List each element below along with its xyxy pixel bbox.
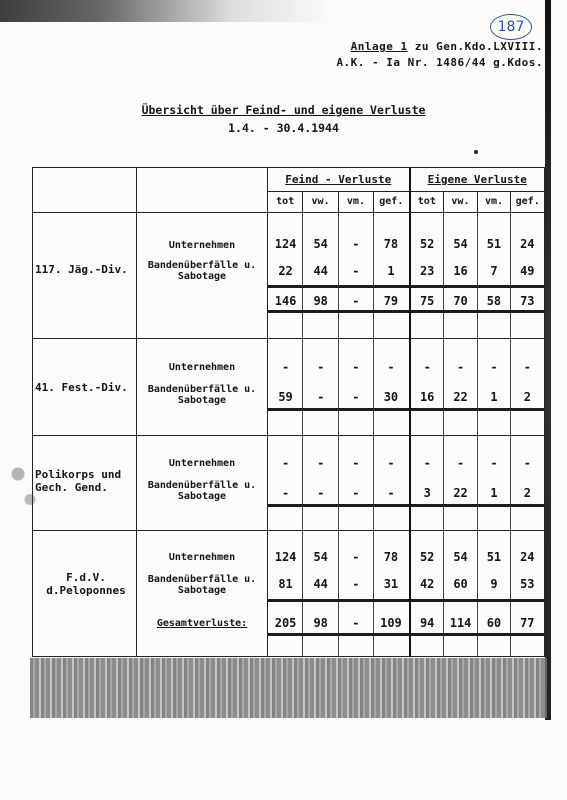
unit-name: 117. Jäg.-Div. <box>35 263 128 276</box>
header-enemy-title: Feind - Verluste <box>268 168 409 192</box>
category-cell <box>137 531 268 657</box>
header-row <box>33 168 545 213</box>
value: - <box>352 550 360 564</box>
value: 54 <box>313 550 328 564</box>
own-row-unternehmen <box>411 550 545 564</box>
own-values-cell <box>410 339 545 436</box>
column-rules <box>268 339 409 435</box>
page-number-stamp: 187 <box>490 14 532 40</box>
value: - <box>317 390 325 404</box>
category-bandenueberfaelle: Bandenüberfälle u. Sabotage <box>147 480 257 502</box>
value: 124 <box>274 237 297 251</box>
own-row-unternehmen <box>411 237 545 251</box>
value: - <box>352 390 360 404</box>
value: 54 <box>453 237 468 251</box>
value: 114 <box>449 616 472 630</box>
enemy-row-subtotal <box>268 294 409 308</box>
value: - <box>317 486 325 500</box>
unit-row-polikorps <box>33 436 545 531</box>
own-values-cell <box>410 436 545 531</box>
value: 2 <box>523 486 531 500</box>
value: 98 <box>313 616 328 630</box>
reference-annex-rest: zu Gen.Kdo.LXVIII. <box>407 40 543 53</box>
own-values-cell <box>410 531 545 657</box>
value: 31 <box>383 577 399 591</box>
subtotal-rule <box>268 310 409 313</box>
value: 3 <box>423 486 431 500</box>
value: 22 <box>278 264 293 278</box>
value: 7 <box>490 264 498 278</box>
value: - <box>490 456 498 470</box>
own-row-banden <box>411 577 545 591</box>
value: - <box>281 360 290 374</box>
value: 75 <box>419 294 435 308</box>
value: 16 <box>453 264 468 278</box>
enemy-row-banden <box>268 390 409 404</box>
col-enemy-tot: tot <box>276 196 295 207</box>
col-own-tot: tot <box>417 196 436 207</box>
value: - <box>352 577 360 591</box>
own-row-banden <box>411 486 545 500</box>
document-period: 1.4. - 30.4.1944 <box>228 121 339 135</box>
value: 24 <box>520 237 535 251</box>
value: 58 <box>486 294 502 308</box>
col-own-gef: gef. <box>510 192 544 212</box>
value: 44 <box>313 577 328 591</box>
scan-marks-left <box>6 440 46 525</box>
value: - <box>352 360 360 374</box>
unit-cell <box>33 436 137 531</box>
enemy-values-cell <box>268 531 410 657</box>
value: 109 <box>380 616 402 630</box>
value: - <box>352 456 360 470</box>
category-bandenueberfaelle: Bandenüberfälle u. Sabotage <box>147 384 257 406</box>
sum-rule <box>411 599 545 602</box>
value: 9 <box>490 577 498 591</box>
category-bandenueberfaelle: Bandenüberfälle u. Sabotage <box>147 574 257 596</box>
value: - <box>352 237 360 251</box>
enemy-row-banden <box>268 577 409 591</box>
unit-name: Polikorps und Gech. Gend. <box>35 468 122 494</box>
unit-cell <box>33 339 137 436</box>
unit-cell <box>33 531 137 657</box>
category-unternehmen: Unternehmen <box>168 552 236 563</box>
own-row-subtotal <box>411 294 545 308</box>
ink-dot <box>474 150 478 154</box>
value: 44 <box>313 264 328 278</box>
sum-rule <box>411 504 545 507</box>
value: - <box>456 456 465 470</box>
reference-annex-label: Anlage 1 <box>350 40 408 53</box>
category-unternehmen: Unternehmen <box>168 240 236 251</box>
document-title: Übersicht über Feind- und eigene Verluste <box>141 103 426 117</box>
scan-noise-bottom <box>30 658 550 718</box>
value: 81 <box>278 577 293 591</box>
enemy-row-unternehmen <box>268 360 409 374</box>
value: 73 <box>520 294 535 308</box>
total-label: Gesamtverluste: <box>156 618 248 629</box>
header-blank-category <box>137 168 268 213</box>
enemy-values-cell <box>268 436 410 531</box>
enemy-values-cell <box>268 339 410 436</box>
value: 70 <box>453 294 468 308</box>
losses-table <box>32 167 545 657</box>
sum-rule <box>268 408 409 411</box>
value: - <box>352 486 360 500</box>
scan-smudge-top <box>0 0 330 22</box>
value: - <box>490 360 498 374</box>
sum-rule <box>268 285 409 288</box>
value: - <box>352 616 360 630</box>
value: 22 <box>453 486 468 500</box>
value: 52 <box>419 550 435 564</box>
total-rule <box>411 633 545 636</box>
enemy-values-cell <box>268 213 410 339</box>
own-row-banden <box>411 264 545 278</box>
unit-name: F.d.V. d.Peloponnes <box>46 571 126 597</box>
value: - <box>423 456 431 470</box>
value: 42 <box>419 577 435 591</box>
value: 60 <box>486 616 502 630</box>
value: 98 <box>313 294 328 308</box>
value: 23 <box>419 264 435 278</box>
reference-line-2: A.K. - Ia Nr. 1486/44 g.Kdos. <box>336 56 543 69</box>
value: - <box>456 360 465 374</box>
value: 30 <box>383 390 399 404</box>
value: - <box>523 456 531 470</box>
unit-cell <box>33 213 137 339</box>
header-own-title: Eigene Verluste <box>411 168 545 192</box>
sum-rule <box>268 599 409 602</box>
own-row-unternehmen <box>411 360 545 374</box>
value: 124 <box>274 550 297 564</box>
unit-row-41-fest-div <box>33 339 545 436</box>
unit-row-117-jaeg-div <box>33 213 545 339</box>
category-cell <box>137 436 268 531</box>
unit-row-fdv-peloponnes <box>33 531 545 657</box>
unit-name: 41. Fest.-Div. <box>35 381 128 394</box>
value: - <box>352 264 360 278</box>
value: 49 <box>520 264 535 278</box>
reference-line-1 <box>351 40 543 53</box>
value: - <box>281 486 290 500</box>
value: 1 <box>490 486 498 500</box>
total-rule <box>268 633 409 636</box>
value: - <box>281 456 290 470</box>
value: - <box>523 360 531 374</box>
value: 51 <box>486 237 502 251</box>
header-enemy-losses <box>268 168 410 213</box>
col-enemy-gef: gef. <box>373 192 408 212</box>
col-own-vw: vw. <box>443 192 477 212</box>
enemy-row-total <box>268 616 409 630</box>
value: 54 <box>313 237 328 251</box>
value: 146 <box>274 294 297 308</box>
category-unternehmen: Unternehmen <box>168 458 236 469</box>
value: 54 <box>453 550 468 564</box>
column-rules <box>411 436 545 530</box>
value: 59 <box>278 390 293 404</box>
column-rules <box>268 436 409 530</box>
value: 78 <box>383 550 399 564</box>
value: - <box>387 456 395 470</box>
category-unternehmen: Unternehmen <box>168 362 236 373</box>
subtotal-rule <box>411 310 545 313</box>
enemy-row-unternehmen <box>268 456 409 470</box>
value: 77 <box>520 616 535 630</box>
value: 24 <box>520 550 535 564</box>
value: - <box>352 294 360 308</box>
value: 205 <box>274 616 297 630</box>
header-own-columns <box>411 192 545 212</box>
header-enemy-columns <box>268 192 409 212</box>
value: 79 <box>383 294 399 308</box>
category-cell <box>137 339 268 436</box>
value: 53 <box>520 577 535 591</box>
sum-rule <box>411 285 545 288</box>
sum-rule <box>411 408 545 411</box>
header-blank-unit <box>33 168 137 213</box>
value: 16 <box>419 390 435 404</box>
value: - <box>317 456 325 470</box>
header-own-losses <box>410 168 545 213</box>
enemy-row-unternehmen <box>268 237 409 251</box>
value: 2 <box>523 390 531 404</box>
own-row-banden <box>411 390 545 404</box>
col-enemy-vm: vm. <box>338 192 373 212</box>
own-row-total <box>411 616 545 630</box>
enemy-row-unternehmen <box>268 550 409 564</box>
col-enemy-vw: vw. <box>302 192 337 212</box>
column-rules <box>411 339 545 435</box>
value: 60 <box>453 577 468 591</box>
enemy-row-banden <box>268 486 409 500</box>
value: 94 <box>419 616 435 630</box>
category-cell <box>137 213 268 339</box>
sum-rule <box>268 504 409 507</box>
value: 1 <box>490 390 498 404</box>
value: - <box>423 360 431 374</box>
own-values-cell <box>410 213 545 339</box>
value: - <box>387 486 395 500</box>
value: 1 <box>387 264 395 278</box>
value: - <box>317 360 325 374</box>
value: 51 <box>486 550 502 564</box>
value: - <box>387 360 395 374</box>
value: 78 <box>383 237 399 251</box>
value: 22 <box>453 390 468 404</box>
enemy-row-banden <box>268 264 409 278</box>
value: 52 <box>419 237 435 251</box>
own-row-unternehmen <box>411 456 545 470</box>
col-own-vm: vm. <box>477 192 511 212</box>
category-bandenueberfaelle: Bandenüberfälle u. Sabotage <box>147 260 257 282</box>
